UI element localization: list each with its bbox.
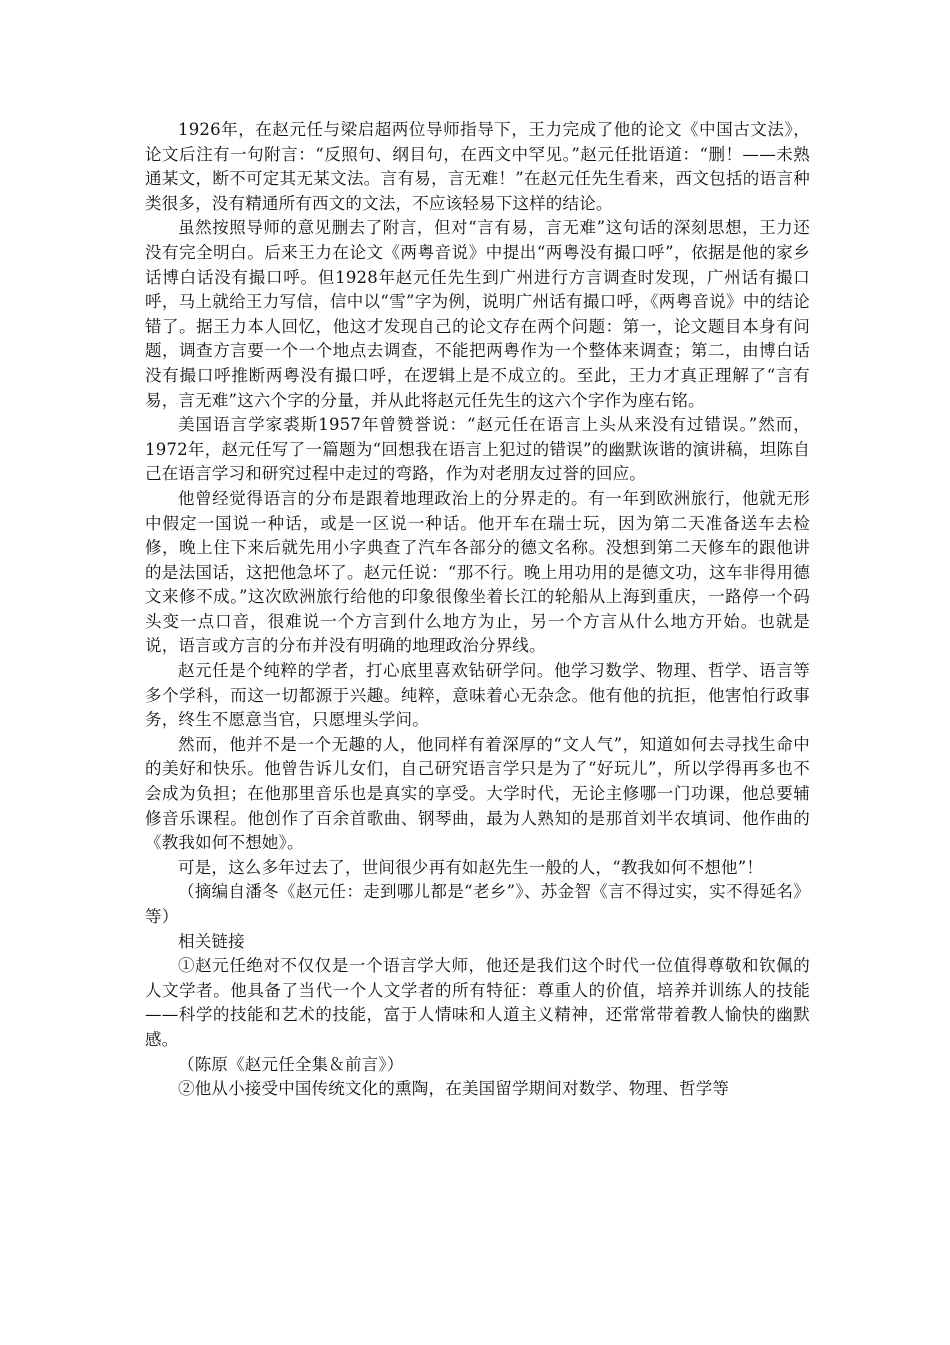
paragraph-europe-trip: 他曾经觉得语言的分布是跟着地理政治上的分界走的。有一年到欧洲旅行，他就无形中假定一国说一种话，或是一区说一种话。他开车在瑞士玩，因为第二天准备送车去检修，晚上住下来后就先用小字典查了汽车各部分的德文名称。没想到第二天修车的跟他讲的是法国话，这把他急坏了。赵元任说：“那不行。晚上用功用的是德文功，这车非得用德文来修不成。”这次欧洲旅行给他的印象很像坐着长江的轮船从上海到重庆，一路停一个码头变一点口音，很难说一个方言到什么地方为止，另一个方言从什么地方开始。也就是说，语言或方言的分布并没有明确的地理政治分界线。	[145, 488, 810, 656]
paragraph-thesis-anecdote: 1926年，在赵元任与梁启超两位导师指导下，王力完成了他的论文《中国古文法》，论文后注有一句附言：“反照句、纲目句，在西文中罕见。”赵元任批语道：“删！——未熟通某文，断不可定其无某文法。言有易，言无难！”在赵元任先生看来，西文包括的语言种类很多，没有精通所有西文的文法，不应该轻易下这样的结论。	[145, 120, 810, 213]
related-link-1: ①赵元任绝对不仅仅是一个语言学大师，他还是我们这个时代一位值得尊敬和钦佩的人文学者。他具备了当代一个人文学者的所有特征：尊重人的价值，培养并训练人的技能——科学的技能和艺术的技能，富于人情味和人道主义精神，还常常带着教人愉快的幽默感。	[145, 956, 810, 1049]
related-links-heading: 相关链接	[178, 931, 245, 951]
article-body	[145, 118, 810, 1102]
paragraph-motto: 虽然按照导师的意见删去了附言，但对“言有易，言无难”这句话的深刻思想，王力还没有完全明白。后来王力在论文《两粤音说》中提出“两粤没有撮口呼”，依据是他的家乡话博白话没有撮口呼。但1928年赵元任先生到广州进行方言调查时发现，广州话有撮口呼，马上就给王力写信，信中以“雪”字为例，说明广州话有撮口呼，《两粤音说》中的结论错了。据王力本人回忆，他这才发现自己的论文存在两个问题：第一，论文题目本身有问题，调查方言要一个一个地点去调查，不能把两粤作为一个整体来调查；第二，由博白话没有撮口呼推断两粤没有撮口呼，在逻辑上是不成立的。至此，王力才真正理解了“言有易，言无难”这六个字的分量，并从此将赵元任先生的这六个字作为座右铭。	[145, 218, 810, 410]
related-link-2: ②他从小接受中国传统文化的熏陶，在美国留学期间对数学、物理、哲学等	[178, 1079, 730, 1099]
related-link-1-source: （陈原《赵元任全集＆前言》）	[178, 1054, 404, 1074]
paragraph-pure-scholar: 赵元任是个纯粹的学者，打心底里喜欢钻研学问。他学习数学、物理、哲学、语言等多个学科，而这一切都源于兴趣。纯粹，意味着心无杂念。他有他的抗拒，他害怕行政事务，终生不愿意当官，只愿埋头学问。	[145, 661, 810, 730]
paragraph-mistakes-speech: 美国语言学家裘斯1957年曾赞誉说：“赵元任在语言上头从来没有过错误。”然而，1972年，赵元任写了一篇题为“回想我在语言上犯过的错误”的幽默诙谐的演讲稿，坦陈自己在语言学习和研究过程中走过的弯路，作为对老朋友过誉的回应。	[145, 415, 810, 484]
paragraph-closing: 可是，这么多年过去了，世间很少再有如赵先生一般的人，“教我如何不想他”！	[178, 857, 764, 877]
paragraph-literati-spirit: 然而，他并不是一个无趣的人，他同样有着深厚的“文人气”，知道如何去寻找生命中的美好和快乐。他曾告诉儿女们，自己研究语言学只是为了“好玩儿”，所以学得再多也不会成为负担；在他那里音乐也是真实的享受。大学时代，无论主修哪一门功课，他总要辅修音乐课程。他创作了百余首歌曲、钢琴曲，最为人熟知的是那首刘半农填词、他作曲的《教我如何不想她》。	[145, 734, 810, 853]
paragraph-source-note: （摘编自潘冬《赵元任：走到哪儿都是“老乡”》、苏金智《言不得过实，实不得延名》等）	[145, 882, 810, 926]
